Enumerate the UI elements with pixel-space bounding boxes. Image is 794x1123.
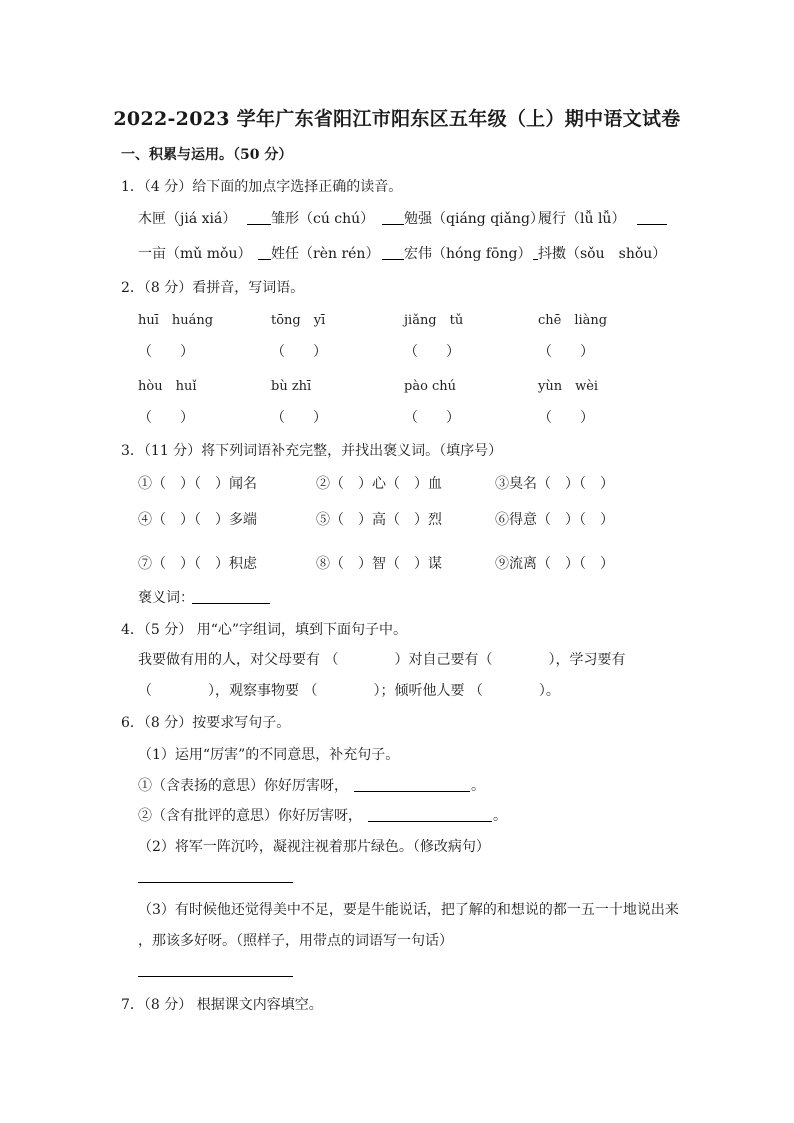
answer-line[interactable] [192, 603, 270, 604]
q1-item: 雏形（cú chú） [271, 211, 375, 227]
answer-paren[interactable]: （ ） [138, 410, 194, 426]
section-heading: 一、积累与运用。（50 分） [121, 147, 293, 163]
pinyin: tōng yī [271, 313, 326, 328]
pinyin: pào chú [404, 379, 457, 394]
idiom-item[interactable]: ①（ ）（ ）闻名 [138, 476, 257, 492]
q1-item: 宏伟（hóng fōng） [404, 246, 532, 262]
q4-sentence-line[interactable]: （ ），观察事物要 （ ）；倾听他人要 （ ）。 [138, 683, 560, 699]
idiom-item[interactable]: ⑧（ ）智（ ）谋 [316, 556, 442, 572]
q1-blank[interactable] [637, 210, 667, 225]
pinyin: yùn wèi [538, 379, 599, 394]
idiom-item[interactable]: ②（ ）心（ ）血 [316, 476, 442, 492]
pinyin: huī huáng [138, 313, 214, 328]
q1-blank[interactable] [382, 245, 404, 260]
q6-sub1: （1）运用“厉害”的不同意思，补充句子。 [138, 747, 400, 763]
q1-item: 履行（lǚ lǚ） [538, 211, 626, 227]
question-6-stem: 6．（8 分）按要求写句子。 [121, 715, 291, 731]
q6-sub1a: ①（含表扬的意思）你好厉害呀， [138, 778, 348, 794]
answer-line[interactable] [138, 882, 293, 883]
answer-paren[interactable]: （ ） [271, 344, 327, 360]
question-2-stem: 2．（8 分）看拼音，写词语。 [121, 280, 305, 296]
idiom-item[interactable]: ⑦（ ）（ ）积虑 [138, 556, 257, 572]
idiom-item[interactable]: ⑨流离（ ）（ ） [495, 556, 614, 572]
q1-item: 姓任（rèn rén） [271, 246, 380, 262]
question-3-stem: 3．（11 分）将下列词语补充完整，并找出褒义词。（填序号） [121, 443, 503, 459]
pinyin: chē liàng [538, 313, 608, 328]
answer-paren[interactable]: （ ） [271, 410, 327, 426]
idiom-item[interactable]: ⑥得意（ ）（ ） [495, 512, 614, 528]
page-title: 2022-2023 学年广东省阳江市阳东区五年级（上）期中语文试卷 [113, 108, 681, 130]
answer-line[interactable] [138, 976, 293, 977]
q1-item: 一亩（mǔ mǒu） [138, 246, 252, 262]
idiom-item[interactable]: ④（ ）（ ）多端 [138, 512, 257, 528]
answer-paren[interactable]: （ ） [538, 344, 594, 360]
question-4-stem: 4．（5 分） 用“心”字组词，填到下面句子中。 [121, 622, 408, 638]
q4-sentence-line[interactable]: 我要做有用的人，对父母要有 （ ）对自己要有（ ），学习要有 [138, 652, 626, 668]
answer-paren[interactable]: （ ） [404, 410, 460, 426]
q6-sub3-line1: （3）有时候他还觉得美中不足，要是牛能说话，把了解的和想说的都一五一十地说出来 [138, 902, 679, 918]
q6-sub2: （2）将军一阵沉吟，凝视注视着那片绿色。（修改病句） [138, 839, 490, 855]
pinyin: jiǎng tǔ [404, 313, 464, 328]
answer-paren[interactable]: （ ） [404, 344, 460, 360]
question-7-stem: 7．（8 分） 根据课文内容填空。 [121, 997, 323, 1013]
idiom-item[interactable]: ⑤（ ）高（ ）烈 [316, 512, 442, 528]
pinyin: hòu huǐ [138, 379, 197, 394]
idiom-item[interactable]: ③臭名（ ）（ ） [495, 476, 614, 492]
pinyin: bù zhī [271, 379, 312, 394]
answer-line[interactable] [368, 821, 492, 822]
q1-blank[interactable] [247, 210, 271, 225]
q1-blank[interactable] [258, 245, 271, 260]
q1-item: 抖擞（sǒu shǒu） [538, 246, 667, 262]
q6-sub3-line2: ，那该多好呀。（照样子，用带点的词语写一句话） [138, 933, 453, 949]
answer-label: 褒义词： [138, 590, 194, 606]
q1-item: 木匣（jiá xiá） [138, 211, 237, 227]
question-1-stem: 1．（4 分）给下面的加点字选择正确的读音。 [121, 179, 403, 195]
answer-paren[interactable]: （ ） [138, 344, 194, 360]
period: 。 [493, 808, 507, 824]
answer-line[interactable] [354, 791, 470, 792]
q6-sub1b: ②（含有批评的意思）你好厉害呀， [138, 808, 362, 824]
answer-paren[interactable]: （ ） [538, 410, 594, 426]
period: 。 [471, 778, 485, 794]
q1-blank[interactable] [382, 210, 404, 225]
q1-item: 勉强（qiáng qiǎng） [404, 211, 544, 227]
